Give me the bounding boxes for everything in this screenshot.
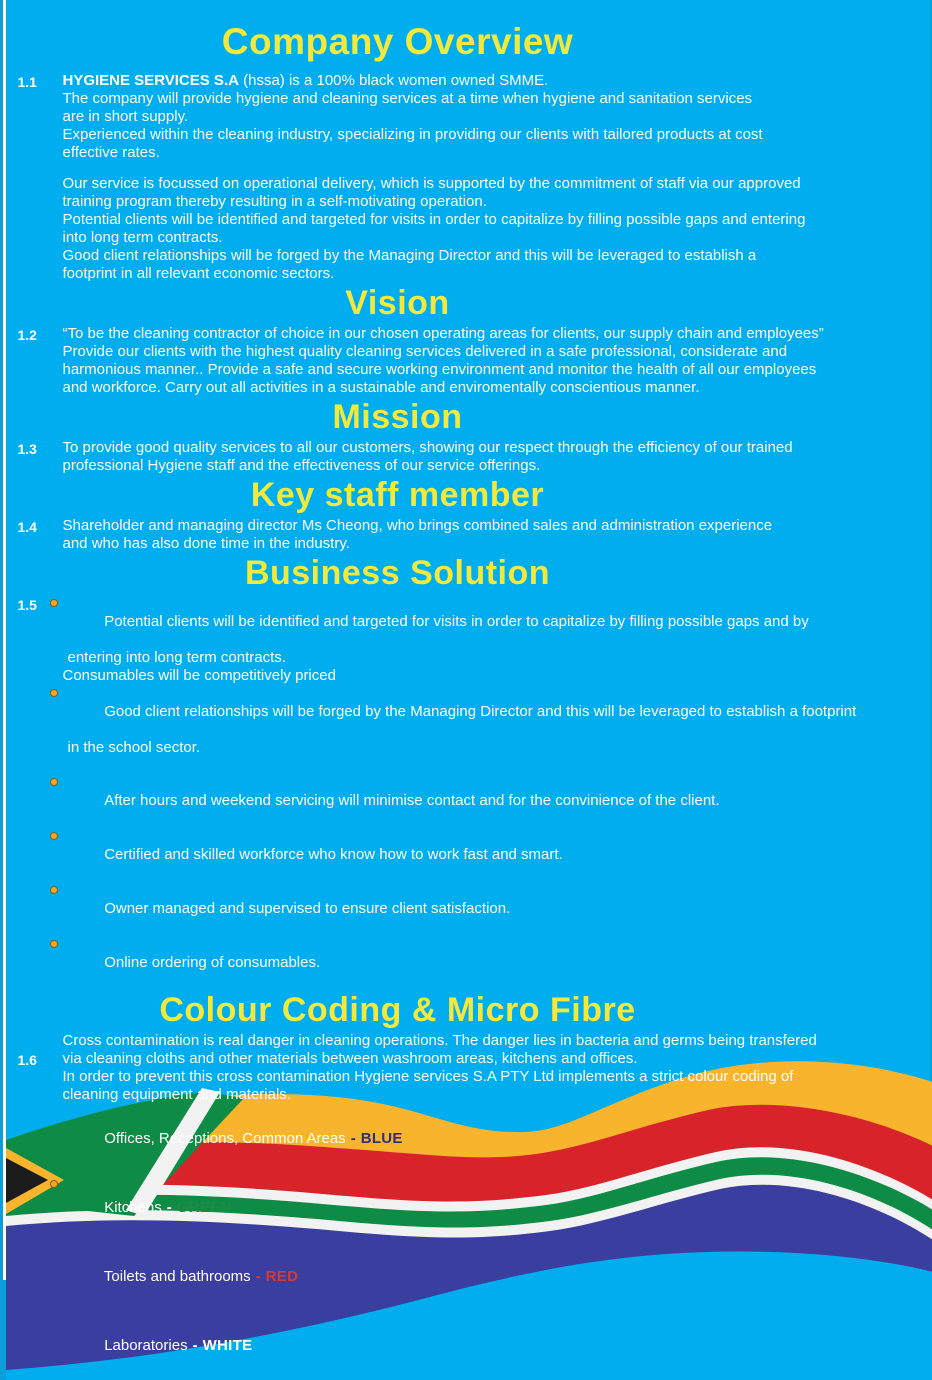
code-label: Kitchens: [104, 1199, 162, 1216]
spacer: [63, 757, 930, 774]
text-line: To provide good quality services to all our customers, showing our respect through the efficiency of our trained: [63, 439, 930, 457]
colour-code-kitchens: [63, 1173, 930, 1242]
text-line: professional Hygiene staff and the effectiveness of our service offerings.: [63, 457, 930, 475]
text-line: “To be the cleaning contractor of choice in our chosen operating areas for clients, our supply chain and employees”: [63, 325, 930, 343]
section-number: 1.5: [18, 595, 63, 614]
colour-code-laboratories: [63, 1311, 930, 1380]
section-number: 1.4: [18, 517, 63, 536]
text-line: Potential clients will be identified and targeted for visits in order to capitalize by filling possible gaps and entering: [63, 211, 930, 229]
section-text: [63, 517, 930, 553]
text-line: and who has also done time in the industry.: [63, 535, 930, 553]
section-heading-vision: Vision: [18, 285, 778, 321]
bullet-icon: [50, 689, 58, 697]
bullet-text: Certified and skilled workforce who know how to work fast and smart.: [104, 846, 563, 863]
section-number: 1.3: [18, 439, 63, 458]
bullet-continuation: in the school sector.: [63, 739, 930, 757]
code-separator: -: [167, 1199, 172, 1216]
section-1-1: [18, 72, 930, 283]
paragraph: [63, 1032, 930, 1104]
bullet-item: [63, 774, 930, 828]
code-label: Offices, Receptions, Common Areas: [104, 1130, 346, 1147]
section-1-6: [18, 1032, 930, 1380]
text-line: effective rates.: [63, 144, 930, 162]
section-heading-business-solution: Business Solution: [18, 555, 778, 591]
text-line: are in short supply.: [63, 108, 930, 126]
bullet-text: Potential clients will be identified and targeted for visits in order to capitalize by filling possible gaps and by: [104, 613, 809, 630]
section-1-5: [18, 595, 930, 990]
text-line: Our service is focussed on operational delivery, which is supported by the commitment of staff via our approved: [63, 175, 930, 193]
code-separator: -: [351, 1130, 356, 1147]
section-text: [63, 325, 930, 397]
text-line: harmonious manner.. Provide a safe and secure working environment and monitor the health of all our employees: [63, 361, 930, 379]
bullet-item: [63, 685, 930, 739]
lead-line: [63, 72, 930, 90]
paragraph-1: [63, 90, 930, 162]
section-text: [63, 1032, 930, 1380]
text-line: training program thereby resulting in a self-motivating operation.: [63, 193, 930, 211]
bullet-icon: [50, 778, 58, 786]
bullet-item: [63, 936, 930, 990]
bullet-text: Online ordering of consumables.: [104, 954, 320, 971]
bullet-text: Good client relationships will be forged by the Managing Director and this will be leveraged to establish a footprint: [104, 703, 856, 720]
section-1-4: [18, 517, 930, 553]
text-line: Consumables will be competitively priced: [63, 667, 930, 685]
bullet-icon: [50, 1180, 58, 1188]
section-heading-colour-coding: Colour Coding & Micro Fibre: [18, 992, 778, 1028]
bullet-text: After hours and weekend servicing will minimise contact and for the convinience of the client.: [104, 792, 719, 809]
text-line: via cleaning cloths and other materials between washroom areas, kitchens and offices.: [63, 1050, 930, 1068]
text-line: Good client relationships will be forged by the Managing Director and this will be leveraged to establish a: [63, 247, 930, 265]
code-value-blue: BLUE: [361, 1130, 403, 1147]
code-label: Laboratories: [104, 1337, 187, 1354]
colour-code-toilets: [63, 1242, 930, 1311]
bullet-icon: [50, 940, 58, 948]
bullet-icon: [50, 599, 58, 607]
text-line: Cross contamination is real danger in cleaning operations. The danger lies in bacteria and germs being transfered: [63, 1032, 930, 1050]
section-heading-mission: Mission: [18, 399, 778, 435]
text-line: footprint in all relevant economic sectors.: [63, 265, 930, 283]
text-line: Shareholder and managing director Ms Cheong, who brings combined sales and administration experience: [63, 517, 930, 535]
company-name-bold: HYGIENE SERVICES S.A: [63, 72, 239, 89]
text-line: The company will provide hygiene and cleaning services at a time when hygiene and sanitation services: [63, 90, 930, 108]
code-separator: -: [256, 1268, 261, 1285]
bullet-item: [63, 882, 930, 936]
bullet-continuation: entering into long term contracts.: [63, 649, 930, 667]
colour-code-offices: [63, 1104, 930, 1173]
paragraph-2: [63, 175, 930, 283]
content-column: [6, 0, 930, 1380]
section-1-3: [18, 439, 930, 475]
section-text: [63, 72, 930, 283]
text-line: cleaning equipment and materials.: [63, 1086, 930, 1104]
bullet-item: [63, 828, 930, 882]
code-label: Toilets and bathrooms: [104, 1268, 251, 1285]
text-line: In order to prevent this cross contamination Hygiene services S.A PTY Ltd implements a strict colour coding of: [63, 1068, 930, 1086]
section-text: [63, 439, 930, 475]
code-separator: -: [193, 1337, 198, 1354]
text-line: and workforce. Carry out all activities in a sustainable and enviromentally conscientious manner.: [63, 379, 930, 397]
code-value-green: GREEN: [177, 1199, 232, 1216]
bullet-text: Owner managed and supervised to ensure client satisfaction.: [104, 900, 510, 917]
code-value-white: WHITE: [203, 1337, 253, 1354]
section-number: 1.2: [18, 325, 63, 344]
page-title: Company Overview: [18, 22, 778, 62]
text-line: into long term contracts.: [63, 229, 930, 247]
code-value-red: RED: [266, 1268, 299, 1285]
section-heading-key-staff: Key staff member: [18, 477, 778, 513]
bullet-icon: [50, 886, 58, 894]
section-1-2: [18, 325, 930, 397]
bullet-item: [63, 595, 930, 649]
text-line: Experienced within the cleaning industry, specializing in providing our clients with tailored products at cost: [63, 126, 930, 144]
bullet-icon: [50, 832, 58, 840]
section-number: 1.1: [18, 72, 63, 91]
page: [3, 0, 930, 1280]
section-number: 1.6: [18, 1032, 63, 1069]
section-text: [63, 595, 930, 990]
text-line: Provide our clients with the highest quality cleaning services delivered in a safe professional, considerate and: [63, 343, 930, 361]
lead-rest: (hssa) is a 100% black women owned SMME.: [239, 72, 548, 89]
